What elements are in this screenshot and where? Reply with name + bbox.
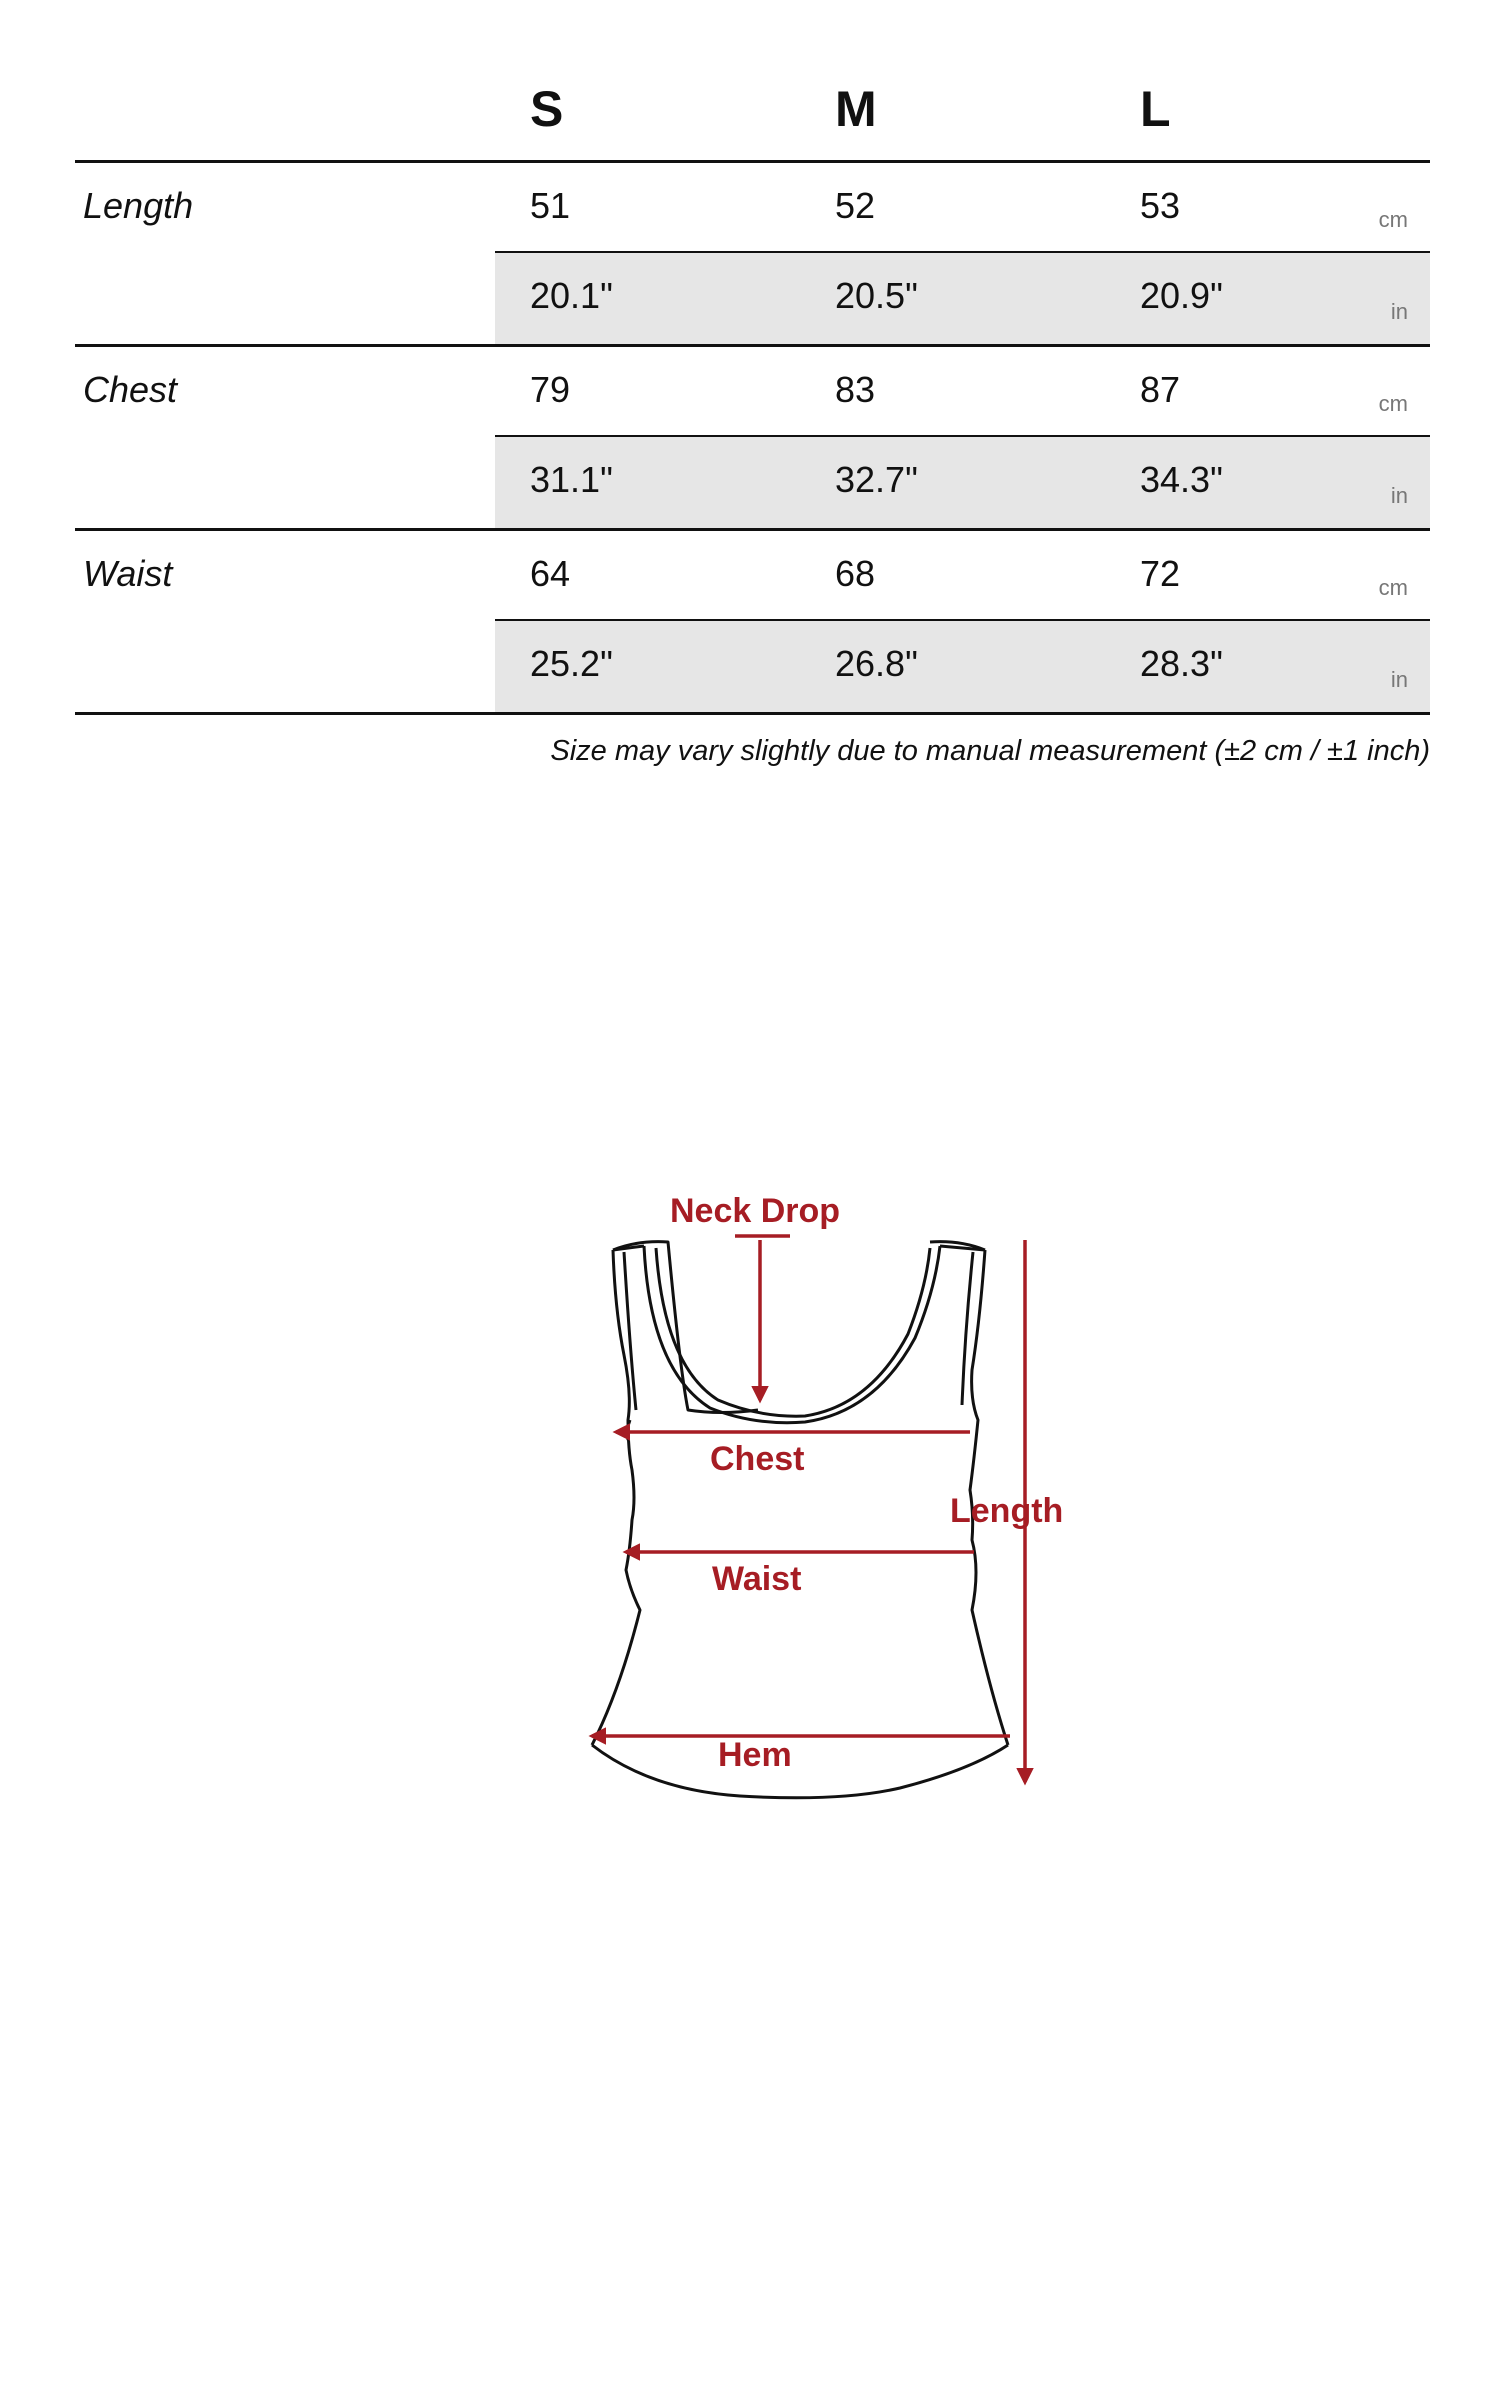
waist-label: Waist — [712, 1560, 802, 1598]
note-container — [75, 715, 1430, 795]
unit-label: cm — [1378, 207, 1408, 232]
cm-row — [495, 347, 1430, 437]
cell-m: 83 — [835, 369, 876, 410]
cell-m: 68 — [835, 553, 876, 594]
cell-l: 87 — [1140, 369, 1181, 410]
measurement-note: Size may vary slightly due to manual measurement (±2 cm / ±1 inch) — [550, 735, 1430, 767]
measurement-label: Waist — [83, 553, 173, 594]
unit-label: in — [1390, 299, 1408, 324]
cm-row — [495, 163, 1430, 253]
cell-s: 64 — [530, 553, 571, 594]
size-header-l: L — [1140, 81, 1171, 137]
measurement-group-chest — [75, 347, 1430, 531]
cell-s: 25.2" — [530, 643, 613, 684]
cell-l: 53 — [1140, 185, 1181, 226]
chest-label: Chest — [710, 1440, 805, 1478]
neck-drop-label: Neck Drop — [670, 1192, 841, 1230]
cell-l: 20.9" — [1140, 275, 1223, 316]
cell-s: 20.1" — [530, 275, 613, 316]
cm-row — [495, 531, 1430, 621]
unit-label: cm — [1378, 575, 1408, 600]
tank-top-outline — [592, 1242, 1008, 1798]
measurement-group-length — [75, 163, 1430, 347]
cell-l: 72 — [1140, 553, 1181, 594]
length-label: Length — [950, 1492, 1064, 1530]
cell-s: 31.1" — [530, 459, 613, 500]
unit-label: in — [1390, 483, 1408, 508]
in-row — [495, 437, 1430, 528]
size-header-m: M — [835, 81, 877, 137]
size-header-s: S — [530, 81, 564, 137]
in-row — [495, 253, 1430, 344]
in-row — [495, 621, 1430, 712]
size-table — [75, 0, 1430, 795]
measurement-group-waist — [75, 531, 1430, 715]
cell-m: 26.8" — [835, 643, 918, 684]
cell-m: 52 — [835, 185, 876, 226]
measurement-label: Length — [83, 185, 194, 226]
unit-label: cm — [1378, 391, 1408, 416]
cell-l: 34.3" — [1140, 459, 1223, 500]
cell-m: 32.7" — [835, 459, 918, 500]
garment-diagram — [560, 1170, 1100, 1820]
hem-label: Hem — [718, 1736, 792, 1774]
cell-l: 28.3" — [1140, 643, 1223, 684]
measurement-label: Chest — [83, 369, 178, 410]
size-header-row — [75, 0, 1430, 163]
cell-s: 79 — [530, 369, 571, 410]
unit-label: in — [1390, 667, 1408, 692]
cell-m: 20.5" — [835, 275, 918, 316]
cell-s: 51 — [530, 185, 571, 226]
